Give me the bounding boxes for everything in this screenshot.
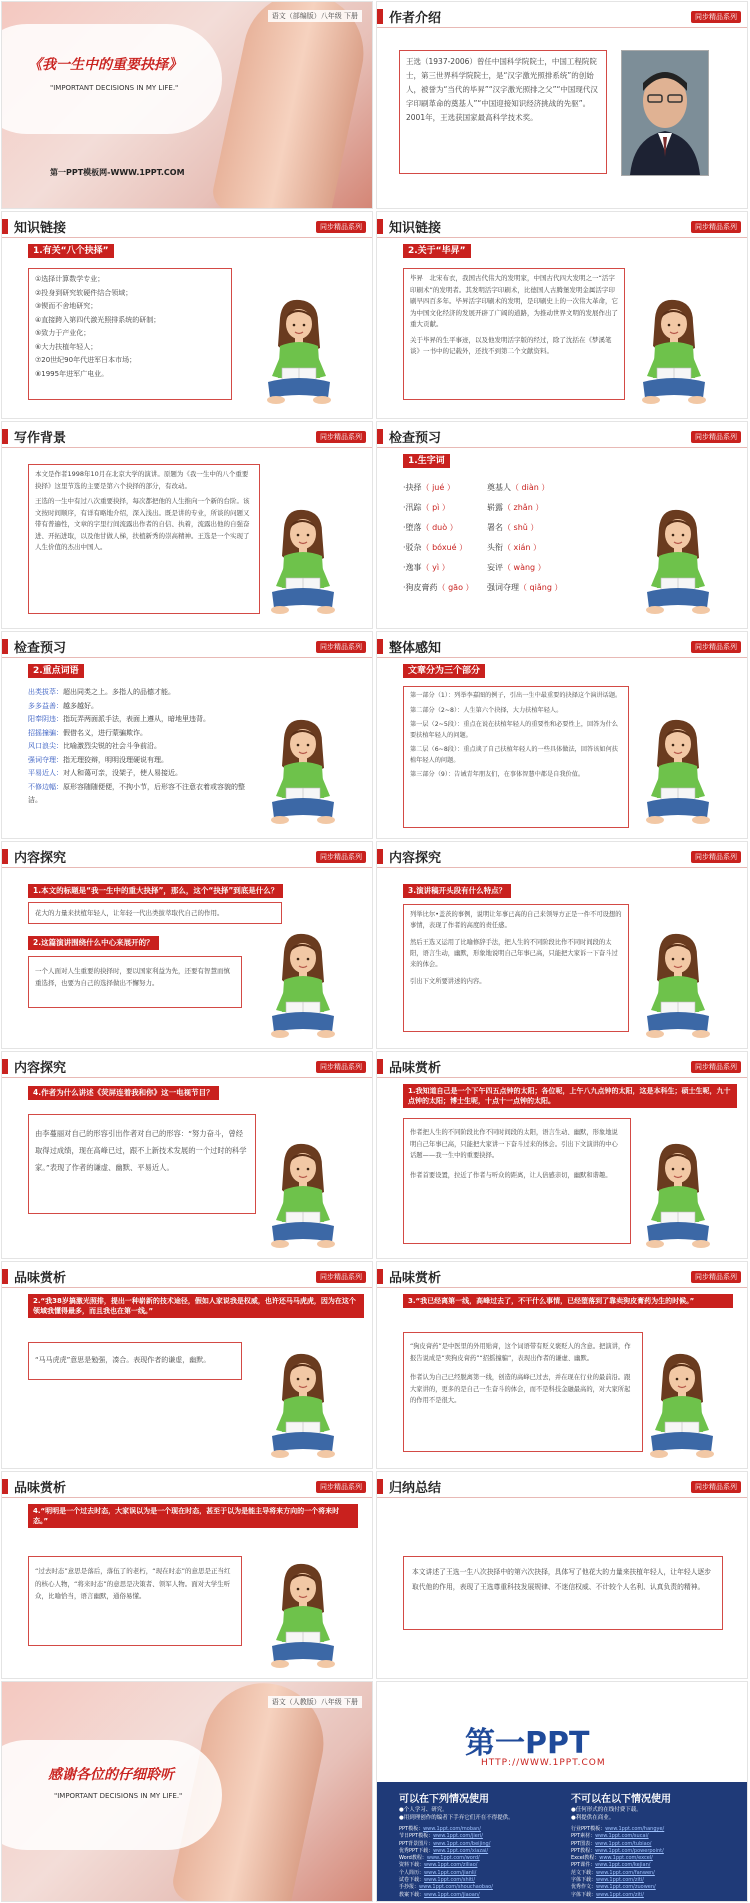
structure-item: 第二层（6~8段）：重点谈了自己扶植年轻人的一些具体做法，回答该如何扶植年轻人的问题。 [410, 746, 618, 764]
cover-white-shape [1, 24, 222, 134]
answer-para: 列举比尔•盖茨的事例，说明让年事已高的自己来领导方正是一件不可设想的事情，表现了作者的高度的责任感。 [410, 911, 622, 929]
link-item[interactable]: PPT教程：www.1ppt.com/powerpoint/ [571, 1847, 664, 1854]
reading-girl-illustration [643, 1140, 711, 1252]
vocab-row: 头衔（ xián ） [487, 543, 542, 552]
question-pill: 3.“我已经离第一线，高峰过去了，不干什么事情，已经堕落到了靠卖狗皮膏药为生的时候。” [403, 1294, 733, 1308]
slide-heading: 内容探究 [14, 1061, 67, 1076]
link-item[interactable]: 范文下载：www.1ppt.com/fanwen/ [571, 1869, 655, 1876]
link-list-left [399, 1826, 549, 1899]
brand-badge: 同步精品系列 [316, 221, 366, 233]
link-item[interactable]: 字体下载：www.1ppt.com/ziti/ [571, 1877, 644, 1884]
heading-rule [377, 1497, 747, 1498]
choice-item: ⑤致力于产业化； [35, 329, 91, 337]
heading-marker [2, 849, 8, 864]
can-use-title: 可以在下列情况使用 [399, 1794, 489, 1805]
brand-badge: 同步精品系列 [691, 641, 741, 653]
link-list-right [571, 1826, 731, 1899]
question-pill: 2.这篇演讲围绕什么中心来展开的？ [28, 936, 159, 950]
slide-explore2 [376, 841, 748, 1049]
brand-badge: 同步精品系列 [316, 851, 366, 863]
slide-heading: 知识链接 [14, 221, 67, 236]
brand-badge: 同步精品系列 [691, 431, 741, 443]
question-pill: 1.我知道自己是一个下午四五点钟的太阳；各位呢，上午八九点钟的太阳，这是本科生；硕士生呢，九十点钟的太阳；博士生呢，十点十一点钟的太阳。 [403, 1084, 737, 1108]
cover-site: 第一PPT模板网-WWW.1PPT.COM [50, 168, 185, 177]
brand-badge: 同步精品系列 [691, 1271, 741, 1283]
reading-girl-illustration [647, 1350, 715, 1462]
cannot-use-title: 不可以在以下情况使用 [571, 1794, 671, 1805]
vocab-row: ·堕落（ duò ） [403, 523, 458, 532]
heading-rule [377, 1077, 747, 1078]
slide-author [376, 1, 748, 209]
vocab-row: 妄评（ wàng ） [487, 563, 546, 572]
choice-item: ⑧1995年进军广电业。 [35, 369, 109, 378]
heading-marker [377, 429, 383, 444]
heading-marker [377, 9, 383, 24]
bisheng-text-box [403, 268, 625, 400]
choice-item: ②投身到研究软硬件结合领域； [35, 288, 133, 297]
question-pill: 2.“我38岁搞激光照排，提出一种崭新的技术途径，假如人家说我是权威，也许还马马虎虎，因为在这个领域我懂得最多，而且我也在第一线。” [28, 1294, 364, 1318]
brand-badge: 同步精品系列 [691, 221, 741, 233]
heading-rule [2, 867, 372, 868]
slide-heading: 品味赏析 [14, 1481, 67, 1496]
link-item[interactable]: Excel教程：www.1ppt.com/excel/ [571, 1855, 653, 1862]
phrase-item: 强词夺理：指无理狡辩，明明没理硬说有理。 [28, 755, 168, 764]
slide-closing [1, 1681, 373, 1902]
brand-badge: 同步精品系列 [316, 1481, 366, 1493]
closing-title: 感谢各位的仔细聆听 [48, 1767, 174, 1783]
structure-item: 第一部分（1）：列举李嘉图的例子，引出一生中最重要的抉择这个演讲话题。 [410, 692, 622, 699]
link-item[interactable]: 手抄报：www.1ppt.com/shouchaobao/ [399, 1884, 493, 1891]
answer-para: “狗皮膏药”是中医里的外用贴膏，这个词语带有贬义褒贬人的含意。把演讲，作报告说成是“卖狗皮膏药”“招摇撞骗”，表现出作者的谦虚、幽默。 [410, 1343, 631, 1362]
slide-heading: 检查预习 [389, 431, 442, 446]
question-pill: 4.“明明是一个过去时态，大家误以为是一个现在时态，甚至于以为是能主导将来方向的一个将来时态。” [28, 1504, 358, 1528]
heading-marker [2, 1479, 8, 1494]
choices-box [28, 268, 232, 400]
slide-heading: 检查预习 [14, 641, 67, 656]
slide-cover [1, 1, 373, 209]
vocab-row: 署名（ shǔ ） [487, 523, 539, 532]
slide-heading: 内容探究 [14, 851, 67, 866]
heading-rule [2, 657, 372, 658]
answer-para: 作者首要设置，拉近了作者与听众的距离，让人倍感亲切，幽默和谐趣。 [410, 1171, 612, 1179]
topic-pill: 1.生字词 [403, 454, 450, 468]
background-text-box [28, 464, 260, 614]
author-text-box [399, 50, 607, 174]
heading-marker [377, 1059, 383, 1074]
slide-heading: 品味赏析 [389, 1061, 442, 1076]
vocab-row: 奠基人（ diàn ） [487, 483, 550, 492]
slide-heading: 品味赏析 [389, 1271, 442, 1286]
slide-phrases [1, 631, 373, 839]
vocab-row: ·抉择（ jué ） [403, 483, 455, 492]
reading-girl-illustration [268, 1140, 336, 1252]
answer-para: 引出下文所要讲述的内容。 [410, 978, 486, 985]
heading-marker [2, 219, 8, 234]
choice-item: ③锲而不舍地研究； [35, 302, 98, 310]
reading-girl-illustration [264, 296, 332, 408]
reading-girl-illustration [643, 506, 711, 618]
can-use-item: ●用到理创作的编者下手弃它们开在不得提供。 [399, 1815, 514, 1821]
reading-girl-illustration [639, 296, 707, 408]
link-item[interactable]: 优秀PPT下载：www.1ppt.com/xiazai/ [399, 1847, 489, 1854]
summary-text: 本文讲述了王选一生八次抉择中的第六次抉择，具体写了他花大的力量来扶植年轻人，让年轻人逐步取代他的作用，表现了王选尊重科技发展规律、不迷信权威、不计较个人名利、认真负责的精神。 [412, 1568, 712, 1591]
answer-para: 然后王选又运用了比喻修辞手法，把人生的不同阶段比作不同时间段的太阳，语言生动，幽默，形象地说明自己年事已高，只能把大家诉一下奋斗过来的体会。 [410, 939, 618, 968]
slide-explore3 [1, 1051, 373, 1259]
vocab-row: 强词夺理（ qiǎng ） [487, 583, 563, 592]
answer-text: 一个人面对人生重要的抉择时，要以国家利益为先，还要有智慧而慎重选择，也要为自己的选择做出不懈努力。 [35, 967, 230, 987]
vocab-row: ·驳杂（ bóxué ） [403, 543, 468, 552]
cannot-use-item: ●利提供在商业。 [571, 1815, 615, 1821]
brand-badge: 同步精品系列 [316, 431, 366, 443]
reading-girl-illustration [268, 716, 336, 828]
question-pill: 4.作者为什么讲述《荧屏连着我和你》这一电视节目？ [28, 1086, 219, 1100]
answer-text: 花大的力量来扶植年轻人，让年轻一代出类拔萃取代自己的作用。 [35, 909, 224, 917]
cover-subtitle: "IMPORTANT DECISIONS IN MY LIFE." [50, 84, 179, 92]
answer-box [28, 1556, 242, 1646]
answer-text: “马马虎虎”意思是勉强，凑合。表现作者的谦虚，幽默。 [35, 1356, 211, 1364]
background-para-1: 本文是作者1998年10月在北京大学的演讲。原题为《我一生中的八个重要抉择》这里节选的主要是第六个抉择的部分，有改动。 [35, 470, 249, 490]
topic-pill: 文章分为三个部分 [403, 664, 485, 678]
slide-link2 [376, 211, 748, 419]
author-text: 王选（1937-2006）曾任中国科学院院士，中国工程院院士，第三世界科学院院士，是“汉字激光照排系统”的创始人，被誉为“当代的毕昇”“汉字激光照排之父”“中国现代汉字印刷革命的奠基人”“中国迎接知识经济挑战的先驱”。2001年，王选获国家最高科学技术奖。 [406, 57, 598, 122]
slide-appreciate2 [1, 1261, 373, 1469]
heading-rule [377, 447, 747, 448]
answer-box [28, 902, 282, 924]
slide-vocab [376, 421, 748, 629]
vocab-row: 崭露（ zhǎn ） [487, 503, 544, 512]
reading-girl-illustration [268, 1560, 336, 1672]
promo-url: HTTP://WWW.1PPT.COM [481, 1758, 606, 1768]
slide-appreciate1 [376, 1051, 748, 1259]
topic-pill: 1.有关“八个抉择” [28, 244, 114, 258]
link-item[interactable]: 教案下载：www.1ppt.com/jiaoan/ [399, 1891, 480, 1898]
heading-rule [377, 237, 747, 238]
brand-badge: 同步精品系列 [316, 641, 366, 653]
can-use-item: ●个人学习、研究。 [399, 1807, 448, 1813]
link-item[interactable]: 个人简历：www.1ppt.com/jianli/ [399, 1869, 477, 1876]
heading-marker [377, 219, 383, 234]
answer-text: “过去时态”意思是落后，落伍了的老朽，“现在时态”的意思是正当红的核心人物，“将来时态”的意思是决策者、领军人物。面对大学生听众，比喻恰当，语言幽默，通俗易懂。 [35, 1567, 231, 1600]
slide-background [1, 421, 373, 629]
choice-item: ①选择计算数学专业； [35, 275, 105, 283]
topic-pill: 2.关于“毕昇” [403, 244, 471, 258]
answer-text: 由李蔓丽对自己的形容引出作者对自己的形容：“努力奋斗，曾经取得过成绩，现在高峰已过，跟不上新技术发展的一个过时的科学家。”表现了作者的谦虚、幽默、平易近人。 [35, 1129, 247, 1172]
link-item[interactable]: PPT背景图片：www.1ppt.com/beijing/ [399, 1840, 491, 1847]
closing-subtitle: "IMPORTANT DECISIONS IN MY LIFE." [54, 1792, 183, 1800]
slide-link1 [1, 211, 373, 419]
phrase-item: 风口浪尖：比喻激烈尖锐的社会斗争前沿。 [28, 742, 161, 750]
link-item[interactable]: PPT图表：www.1ppt.com/tubiao/ [571, 1840, 652, 1847]
heading-rule [2, 237, 372, 238]
slide-appreciate3 [376, 1261, 748, 1469]
answer-box [403, 1332, 643, 1452]
brand-badge: 同步精品系列 [691, 1481, 741, 1493]
structure-item: 第二部分（2~8）：人生第六个抉择，大力扶植年轻人。 [410, 706, 563, 714]
vocab-row: ·狗皮膏药（ gāo ） [403, 583, 474, 592]
reading-girl-illustration [268, 506, 336, 618]
choice-item: ④直接跨入第四代激光照排系统的研制； [35, 315, 161, 324]
slide-heading: 归纳总结 [389, 1481, 442, 1496]
closing-top-label: 语文（人教版）八年级 下册 [268, 1696, 362, 1708]
heading-marker [2, 1059, 8, 1074]
structure-box [403, 686, 629, 828]
cover-title: 《我一生中的重要抉择》 [28, 57, 182, 73]
slide-heading: 写作背景 [14, 431, 67, 446]
heading-rule [2, 1287, 372, 1288]
answer-box [28, 956, 242, 1008]
brand-badge: 同步精品系列 [691, 1061, 741, 1073]
link-item[interactable]: PPT课件：www.1ppt.com/kejian/ [571, 1862, 651, 1869]
link-item[interactable]: 试卷下载：www.1ppt.com/shiti/ [399, 1877, 476, 1884]
heading-rule [377, 1287, 747, 1288]
heading-rule [377, 27, 747, 28]
link-item[interactable]: 优秀作文：www.1ppt.com/zuowen/ [571, 1884, 656, 1891]
heading-rule [377, 867, 747, 868]
link-item[interactable]: 节日PPT模板：www.1ppt.com/jieri/ [399, 1833, 483, 1840]
reading-girl-illustration [643, 716, 711, 828]
question-pill: 1.本文的标题是“我一生中的重大抉择”，那么，这个“抉择”到底是什么？ [28, 884, 283, 898]
slide-heading: 知识链接 [389, 221, 442, 236]
heading-marker [2, 639, 8, 654]
brand-badge: 同步精品系列 [691, 11, 741, 23]
question-pill: 3.演讲稿开头段有什么特点？ [403, 884, 511, 898]
link-item[interactable]: PPT模板：www.1ppt.com/moban/ [399, 1826, 481, 1832]
heading-rule [377, 657, 747, 658]
answer-box [403, 1118, 631, 1244]
phrase-item: 不修边幅：原形容随随便便，不拘小节，后形容不注意衣着或容貌的整洁。 [28, 782, 245, 804]
vocab-row: ·汛踪（ pì ） [403, 503, 450, 512]
slide-explore1 [1, 841, 373, 1049]
slide-appreciate4 [1, 1471, 373, 1679]
structure-item: 第三部分（9）：告诫青年朋友们，在事体智慧中都是自我价值。 [410, 771, 585, 778]
answer-para: 作者把人生的不同阶段比作不同时间段的太阳，语言生动、幽默，形象地说明自己年事已高，只能把大家讲一下奋斗过来的体会。引出下文演讲的中心话题——我一生中的重要抉择。 [410, 1129, 618, 1159]
slide-heading: 整体感知 [389, 641, 442, 656]
slide-overview [376, 631, 748, 839]
answer-box [28, 1342, 242, 1380]
link-item[interactable]: 资料下载：www.1ppt.com/ziliao/ [399, 1862, 478, 1869]
phrase-item: 阳奉阴违：指玩弄两面派手法，表面上遵从，暗地里违背。 [28, 715, 210, 723]
reading-girl-illustration [268, 1350, 336, 1462]
phrase-item: 平易近人：对人和蔼可亲，没架子，使人易接近。 [28, 769, 182, 777]
phrase-item: 多多益善：越多越好。 [28, 701, 98, 710]
heading-marker [2, 1269, 8, 1284]
structure-item: 第一层（2~5段）：重点在说在扶植年轻人的重要性和必要性上，回答为什么要扶植年轻人的问题。 [410, 721, 618, 739]
slide-heading: 作者介绍 [389, 11, 442, 26]
reading-girl-illustration [268, 930, 336, 1042]
heading-rule [2, 1077, 372, 1078]
brand-badge: 同步精品系列 [316, 1061, 366, 1073]
heading-marker [377, 639, 383, 654]
brand-badge: 同步精品系列 [316, 1271, 366, 1283]
link-item[interactable]: 行业PPT模板：www.1ppt.com/hangye/ [571, 1826, 665, 1832]
brand-badge: 同步精品系列 [691, 851, 741, 863]
reading-girl-illustration [643, 930, 711, 1042]
phrase-item: 招摇撞骗：假借名义，进行蒙骗欺诈。 [28, 728, 147, 737]
answer-para: 作者认为自己已经脱离第一线，创造的高峰已过去，并在现在行业的最前沿。跟大家讲的，更多的是自己一生奋斗的体会，而不是科技金融最高的，对大家所起的作用不是很大。 [410, 1374, 631, 1404]
background-para-2: 王选的一生中有过八次重要抉择，每次都把他的人生推向一个新的台阶。该文按时间顺序，有详有略地介绍，深入浅出。既是讲的专业，所谈的问题又带有普遍性，文章的字里行间流露出作者的自信、执着，流露出他的自强奋进、开拓进取，以及他甘做人梯，扶植新秀的崇高精神。王选是一个实现了人生价值的杰出中国人。 [35, 497, 250, 551]
bisheng-para-1: 毕昇 北宋布衣，我国古代伟大的发明家，中国古代四大发明之一“活字印刷术”的发明者。其发明活字印刷术，比德国人古腾堡发明金属活字印刷早四百多年。毕昇活字印刷术的发明，是印刷史上的一次伟大革命，它为中国文化经济的发展开辟了广阔的道路，为推动世界文明的发展作出了重大贡献。 [410, 274, 618, 328]
phrase-item: 出类拔萃：超出同类之上。多指人的品德才能。 [28, 688, 175, 696]
link-item[interactable]: PPT素材：www.1ppt.com/sucai/ [571, 1833, 649, 1840]
slide-summary [376, 1471, 748, 1679]
slide-heading: 内容探究 [389, 851, 442, 866]
choice-item: ⑦20世纪90年代进军日本市场； [35, 356, 137, 364]
author-photo [621, 50, 709, 176]
answer-box [28, 1114, 256, 1214]
link-item[interactable]: 字体下载：www.1ppt.com/ziti/ [571, 1891, 644, 1898]
heading-rule [2, 447, 372, 448]
cannot-use-item: ●任何形式的在线付费下载。 [571, 1807, 642, 1813]
answer-box [403, 904, 629, 1032]
bisheng-para-2: 关于毕昇的生平事迹，以及他发明活字版的经过，除了沈括在《梦溪笔谈》一书中的记载外，还找不到第二个文献资料。 [410, 335, 612, 355]
heading-rule [2, 1497, 372, 1498]
vocab-row: ·逸事（ yì ） [403, 563, 450, 572]
heading-marker [377, 1269, 383, 1284]
heading-marker [377, 1479, 383, 1494]
summary-box [403, 1556, 723, 1630]
heading-marker [377, 849, 383, 864]
heading-marker [2, 429, 8, 444]
phrase-list [28, 686, 258, 808]
link-item[interactable]: Word教程：www.1ppt.com/word/ [399, 1855, 480, 1862]
slide-heading: 品味赏析 [14, 1271, 67, 1286]
cover-top-label: 语文（部编版）八年级 下册 [268, 10, 362, 22]
topic-pill: 2.重点词语 [28, 664, 84, 678]
choice-item: ⑥大力扶植年轻人； [35, 342, 98, 351]
usage-footer [377, 1782, 747, 1902]
promo-logo: 第一PPT [465, 1726, 590, 1761]
slide-promo [376, 1681, 748, 1902]
